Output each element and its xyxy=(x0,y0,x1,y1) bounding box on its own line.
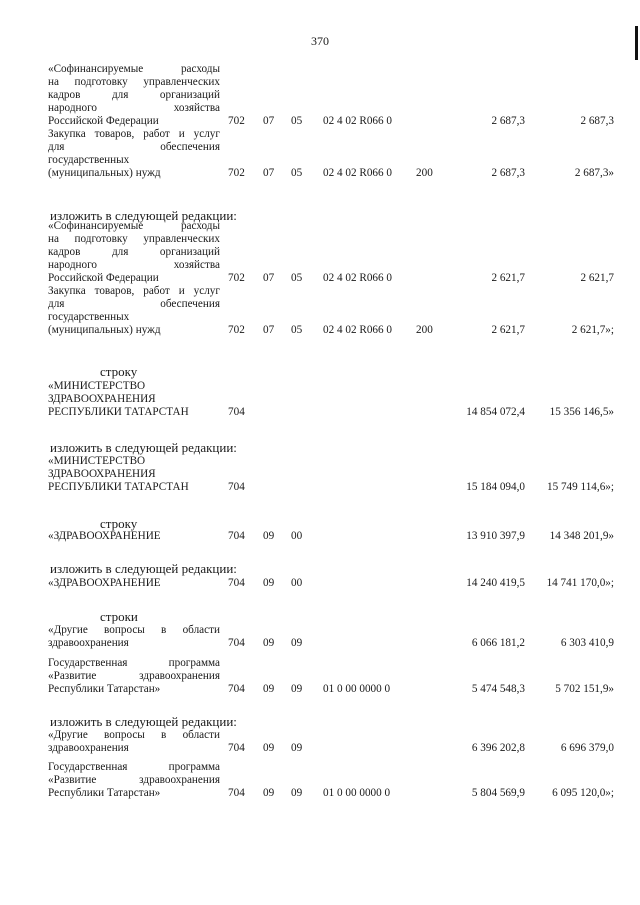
cell-rz: 07 xyxy=(263,324,275,336)
cell-code: 704 xyxy=(228,530,245,542)
description-line: на подготовку управленческих xyxy=(48,233,220,245)
amount-v1: 5 474 548,3 xyxy=(471,683,525,695)
row-description xyxy=(48,729,220,755)
cell-code: 702 xyxy=(228,272,245,284)
description-line: Российской Федерации xyxy=(48,272,159,284)
cell-rz: 07 xyxy=(263,272,275,284)
cell-csr: 02 4 02 R066 0 xyxy=(323,324,392,336)
section-heading: изложить в следующей редакции: xyxy=(50,714,237,729)
section-heading: строку xyxy=(100,516,138,531)
description-line: Государственная программа xyxy=(48,761,220,773)
cell-vr: 200 xyxy=(416,167,433,179)
cell-code: 704 xyxy=(228,742,245,754)
amount-v2: 14 741 170,0»; xyxy=(546,577,614,589)
cell-code: 704 xyxy=(228,787,245,799)
row-description xyxy=(48,577,220,590)
row-description xyxy=(48,624,220,650)
row-description xyxy=(48,455,220,494)
row-description xyxy=(48,285,220,337)
section-heading: изложить в следующей редакции: xyxy=(50,208,237,223)
description-line: «Другие вопросы в области xyxy=(48,729,220,741)
cell-vr: 200 xyxy=(416,324,433,336)
description-line: народного хозяйства xyxy=(48,259,220,271)
section-heading: строки xyxy=(100,609,138,624)
amount-v2: 2 687,3 xyxy=(580,115,614,127)
cell-pr: 05 xyxy=(291,167,303,179)
cell-pr: 00 xyxy=(291,530,303,542)
amount-v1: 5 804 569,9 xyxy=(471,787,525,799)
cell-csr: 02 4 02 R066 0 xyxy=(323,115,392,127)
amount-v1: 15 184 094,0 xyxy=(466,481,525,493)
cell-csr: 01 0 00 0000 0 xyxy=(323,683,391,695)
row-description xyxy=(48,63,220,128)
cell-pr: 05 xyxy=(291,115,303,127)
cell-rz: 09 xyxy=(263,787,275,799)
cell-code: 704 xyxy=(228,577,245,589)
description-line: кадров для организаций xyxy=(48,246,220,258)
amount-v1: 14 240 419,5 xyxy=(466,577,525,589)
section-heading: изложить в следующей редакции: xyxy=(50,561,237,576)
amount-v2: 6 095 120,0»; xyxy=(552,787,614,799)
cell-code: 704 xyxy=(228,406,245,418)
row-description xyxy=(48,380,220,419)
amount-v1: 2 621,7 xyxy=(491,324,525,336)
description-line: «МИНИСТЕРСТВО xyxy=(48,455,146,467)
cell-rz: 07 xyxy=(263,167,275,179)
section-heading: изложить в следующей редакции: xyxy=(50,440,237,455)
cell-code: 702 xyxy=(228,115,245,127)
amount-v2: 2 621,7 xyxy=(580,272,614,284)
cell-code: 702 xyxy=(228,324,245,336)
cell-pr: 09 xyxy=(291,742,303,754)
cell-csr: 02 4 02 R066 0 xyxy=(323,167,392,179)
cell-pr: 09 xyxy=(291,683,303,695)
description-line: «ЗДРАВООХРАНЕНИЕ xyxy=(48,577,161,589)
cell-rz: 09 xyxy=(263,683,275,695)
description-line: для обеспечения xyxy=(48,298,220,310)
cell-code: 704 xyxy=(228,683,245,695)
description-line: (муниципальных) нужд xyxy=(48,324,161,336)
description-line: «Софинансируемые расходы xyxy=(48,220,220,232)
row-description xyxy=(48,220,220,285)
description-line: «МИНИСТЕРСТВО xyxy=(48,380,146,392)
row-description xyxy=(48,657,220,696)
description-line: «ЗДРАВООХРАНЕНИЕ xyxy=(48,530,161,542)
amount-v2: 14 348 201,9» xyxy=(549,530,614,542)
amount-v1: 2 687,3 xyxy=(491,167,525,179)
description-line: Закупка товаров, работ и услуг xyxy=(48,285,220,297)
description-line: здравоохранения xyxy=(48,742,129,754)
description-line: кадров для организаций xyxy=(48,89,220,101)
cell-pr: 05 xyxy=(291,272,303,284)
amount-v1: 2 621,7 xyxy=(491,272,525,284)
cell-rz: 09 xyxy=(263,530,275,542)
description-line: государственных xyxy=(48,154,130,166)
description-line: «Развитие здравоохранения xyxy=(48,774,220,786)
amount-v2: 6 303 410,9 xyxy=(560,637,614,649)
page-number: 370 xyxy=(311,34,329,48)
description-line: (муниципальных) нужд xyxy=(48,167,161,179)
amount-v1: 6 396 202,8 xyxy=(471,742,525,754)
description-line: государственных xyxy=(48,311,130,323)
cell-rz: 09 xyxy=(263,637,275,649)
amount-v1: 2 687,3 xyxy=(491,115,525,127)
cell-rz: 07 xyxy=(263,115,275,127)
description-line: РЕСПУБЛИКИ ТАТАРСТАН xyxy=(48,481,189,493)
description-line: РЕСПУБЛИКИ ТАТАРСТАН xyxy=(48,406,189,418)
amount-v2: 6 696 379,0 xyxy=(560,742,614,754)
cell-pr: 05 xyxy=(291,324,303,336)
amount-v2: 15 749 114,6»; xyxy=(546,481,614,493)
description-line: здравоохранения xyxy=(48,637,129,649)
description-line: «Развитие здравоохранения xyxy=(48,670,220,682)
cell-code: 702 xyxy=(228,167,245,179)
amount-v2: 5 702 151,9» xyxy=(555,683,614,695)
description-line: Республики Татарстан» xyxy=(48,683,161,695)
cell-code: 704 xyxy=(228,481,245,493)
description-line: Республики Татарстан» xyxy=(48,787,161,799)
section-heading: строку xyxy=(100,364,138,379)
description-line: Закупка товаров, работ и услуг xyxy=(48,128,220,140)
amount-v2: 2 621,7»; xyxy=(571,324,614,336)
description-line: Государственная программа xyxy=(48,657,220,669)
cell-pr: 09 xyxy=(291,637,303,649)
amount-v1: 6 066 181,2 xyxy=(471,637,525,649)
amount-v2: 15 356 146,5» xyxy=(549,406,614,418)
description-line: народного хозяйства xyxy=(48,102,220,114)
amount-v1: 13 910 397,9 xyxy=(466,530,525,542)
cell-csr: 01 0 00 0000 0 xyxy=(323,787,391,799)
row-description xyxy=(48,761,220,800)
description-line: на подготовку управленческих xyxy=(48,76,220,88)
cell-rz: 09 xyxy=(263,577,275,589)
description-line: для обеспечения xyxy=(48,141,220,153)
row-description xyxy=(48,530,220,543)
cell-code: 704 xyxy=(228,637,245,649)
description-line: ЗДРАВООХРАНЕНИЯ xyxy=(48,468,156,480)
cell-pr: 09 xyxy=(291,787,303,799)
amount-v1: 14 854 072,4 xyxy=(466,406,525,418)
description-line: «Софинансируемые расходы xyxy=(48,63,220,75)
description-line: Российской Федерации xyxy=(48,115,159,127)
amount-v2: 2 687,3» xyxy=(574,167,614,179)
description-line: «Другие вопросы в области xyxy=(48,624,220,636)
cell-csr: 02 4 02 R066 0 xyxy=(323,272,392,284)
row-description xyxy=(48,128,220,180)
description-line: ЗДРАВООХРАНЕНИЯ xyxy=(48,393,156,405)
cell-pr: 00 xyxy=(291,577,303,589)
cell-rz: 09 xyxy=(263,742,275,754)
